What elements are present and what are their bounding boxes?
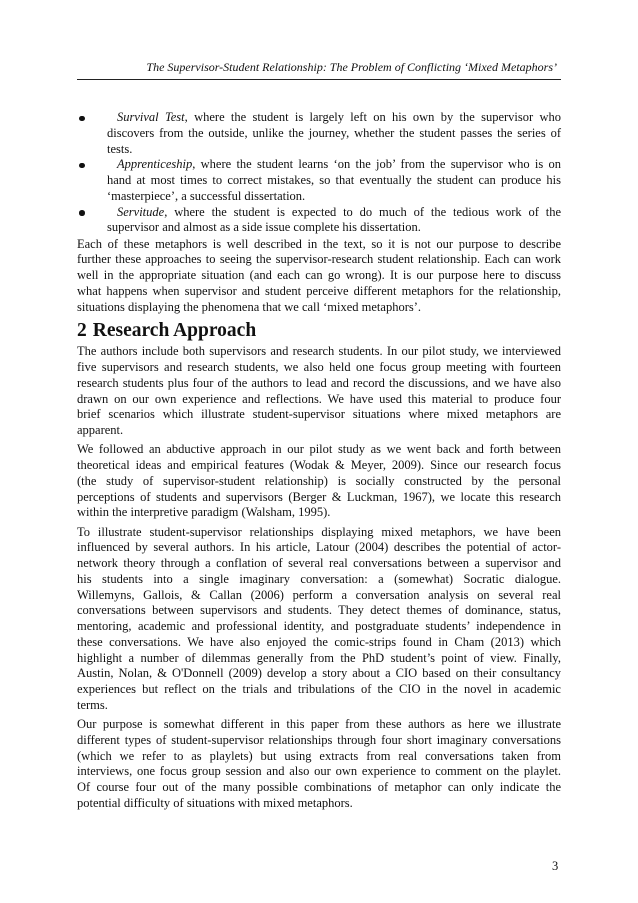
paragraph-line: (the study of supervisor-student relationship) is socially constructed by the personal	[77, 473, 561, 488]
page-number: 3	[552, 859, 559, 873]
paragraph-line: his students into a single imaginary conversation: a (somewhat) Socratic dialogue.	[77, 571, 561, 586]
paragraph-line: experiences but reflect on the trials and tribulations of the CIO in the novel in academic	[77, 682, 561, 696]
paragraph-line: terms.	[77, 697, 108, 712]
bullet-item	[77, 110, 561, 157]
section-heading	[77, 319, 561, 343]
bullet-term: Apprenticeship	[117, 157, 193, 172]
paragraph-line: drawn on our own experience and reflections. We have used this material to produce four	[77, 391, 561, 406]
paragraph	[77, 525, 561, 714]
paragraph-line: network theory through a conflation of several real conversations between a supervisor and	[77, 556, 561, 570]
paragraph	[77, 344, 561, 439]
paragraph-line: To illustrate student-supervisor relationships displaying mixed metaphors, we have been	[77, 524, 561, 539]
paragraph-line: The authors include both supervisors and research students. In our pilot study, we interviewed	[77, 344, 561, 359]
page-body	[77, 110, 561, 812]
paragraph-line: mentoring, academic and professional identity, and postgraduate students’ independence in	[77, 619, 561, 633]
paragraph-line: what happens when supervisor and student perceive different metaphors for the relationship,	[77, 283, 561, 298]
paragraph-line: five supervisors and research students, we also held one focus group meeting with fourteen	[77, 360, 561, 374]
paragraph-line: well in the appropriate situation (and each can go wrong). It is our purpose here to discuss	[77, 268, 561, 282]
paragraph-line: conversations between supervisors and students. They detect themes of dominance, status,	[77, 603, 561, 618]
bullet-line: discovers from the outside, unlike the journey, whether the student passes the series of	[107, 125, 561, 140]
bullet-line	[107, 205, 561, 221]
paragraph-line: We followed an abductive approach in our pilot study as we went back and forth between	[77, 442, 561, 457]
paragraph-line: potential difficulty of situations with mixed metaphors.	[77, 795, 353, 810]
section-number: 2	[77, 320, 87, 342]
paragraph-line: different types of student-supervisor relationships through four short imaginary conversations	[77, 732, 561, 747]
metaphor-bullet-list	[77, 110, 561, 236]
paragraph-line: interviews, one focus group session and also our own experience to comment on the playlet.	[77, 764, 561, 779]
paragraph-line: perceptions of students and supervisors (Berger & Luckman, 1967), we locate this research	[77, 489, 561, 504]
bullet-marker-icon	[79, 163, 85, 169]
paragraph-line: influenced by several authors. In his article, Latour (2004) describes the potential of actor-	[77, 540, 561, 555]
bullet-marker-icon	[79, 210, 85, 216]
running-header: The Supervisor-Student Relationship: The Problem of Conflicting ‘Mixed Metaphors’	[77, 56, 561, 80]
paragraph-line: research students plus four of the authors to lead and record the discussions, and we have also	[77, 375, 561, 390]
bullet-line: tests.	[107, 141, 133, 156]
paragraph	[77, 717, 561, 812]
paragraph-line: brief scenarios which illustrate student-supervisor situations where mixed metaphors are	[77, 407, 561, 422]
section-title: Research Approach	[92, 320, 257, 342]
paragraph-line: Willemyns, Gallois, & Callan (2006) perform a conversation analysis on several real	[77, 587, 561, 602]
bullet-item	[77, 157, 561, 204]
paragraph-line: within the interpretive paradigm (Walsham, 1995).	[77, 505, 331, 520]
paragraph-line: highlight a number of dilemmas generally from the PhD student’s point of view. Finally,	[77, 650, 561, 665]
bullet-line-text: , where the student learns ‘on the job’ from the supervisor who is on	[192, 157, 561, 172]
paragraph-line: apparent.	[77, 423, 124, 437]
paragraph-line: further these approaches to seeing the supervisor-research student relationship. Each can work	[77, 252, 561, 267]
bullet-line: hand at most times to correct mistakes, so that eventually the student can produce his	[107, 173, 561, 187]
bullet-marker-icon	[79, 116, 85, 122]
paragraph-line: Each of these metaphors is well described in the text, so it is not our purpose to describe	[77, 236, 561, 251]
paragraph-line: (which we refer to as playlets) but using extracts from real conversations taken from	[77, 748, 561, 763]
bullet-line	[107, 157, 561, 173]
paragraph	[77, 237, 561, 316]
paragraph	[77, 442, 561, 521]
bullet-line-text: , where the student is largely left on his own by the supervisor who	[184, 110, 561, 124]
bullet-line-text: , where the student is expected to do much of the tedious work of the	[164, 204, 561, 219]
paragraph-line: situations displaying the phenomena that we call ‘mixed metaphors’.	[77, 299, 422, 314]
paragraph-line: these conversations. We have also enjoyed the comic-strips found in Cham (2013) which	[77, 634, 561, 649]
bullet-term: Servitude	[117, 204, 165, 219]
bullet-line	[107, 110, 561, 126]
paragraph-line: Our purpose is somewhat different in this paper from these authors as here we illustrate	[77, 717, 561, 731]
bullet-line: ‘masterpiece’, a successful dissertation.	[107, 188, 306, 203]
bullet-item	[77, 205, 561, 237]
paragraph-line: Austin, Nolan, & O'Donnell (2009) develop a story about a CIO based on their consultancy	[77, 666, 561, 681]
bullet-line: supervisor and almost as a side issue complete his dissertation.	[107, 220, 421, 235]
bullet-term: Survival Test	[117, 110, 185, 124]
paragraph-line: Of course four out of the many possible combinations of metaphor can only indicate the	[77, 780, 561, 794]
paragraph-line: theoretical ideas and empirical features (Wodak & Meyer, 2009). Since our research focus	[77, 458, 561, 472]
